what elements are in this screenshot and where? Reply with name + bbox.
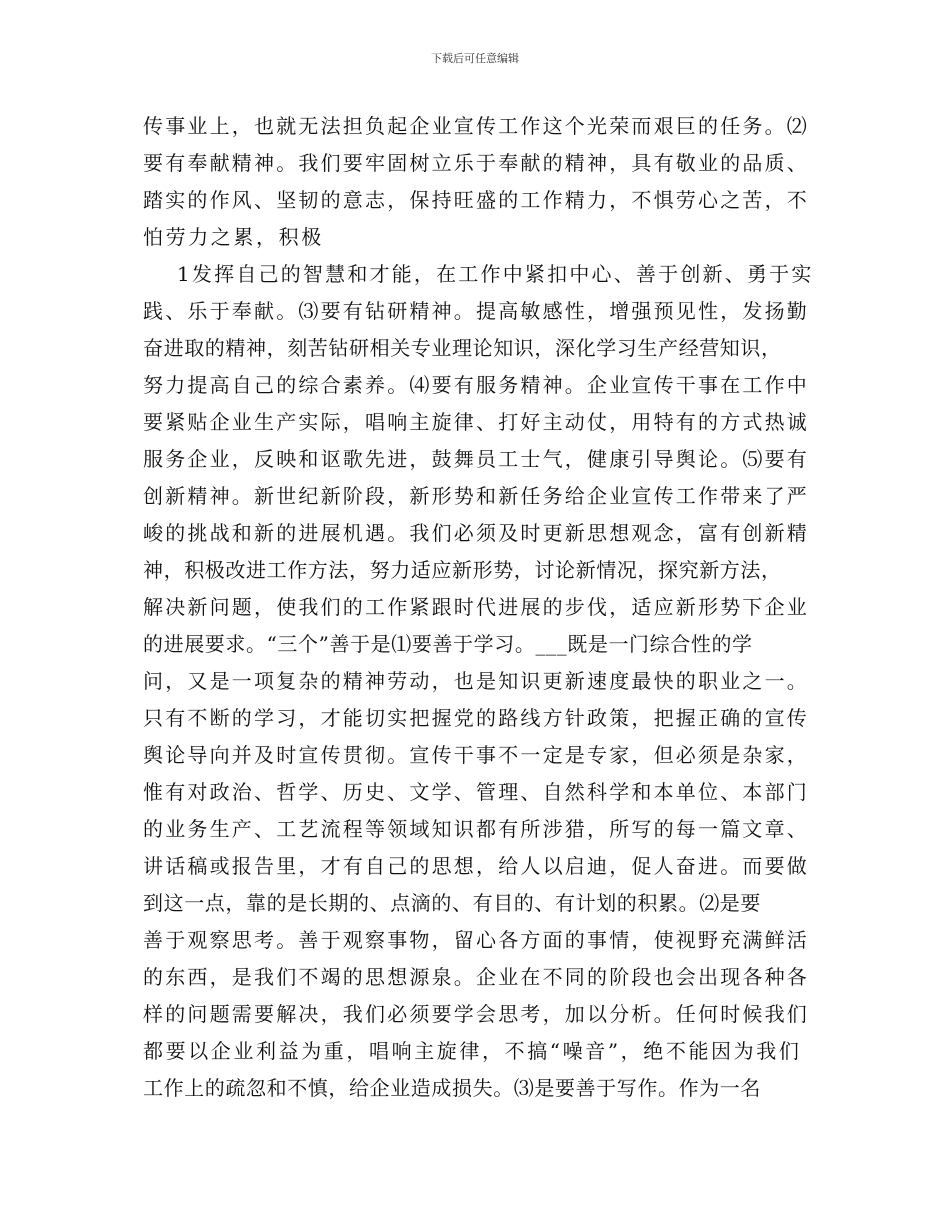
paragraph-2 bbox=[143, 256, 813, 1107]
text-line: 神，积极改进工作方法，努力适应新形势，讨论新情况，探究新方法， bbox=[143, 558, 782, 582]
text-line: 传事业上，也就无法担负起企业宣传工作这个光荣而艰巨的任务。⑵ bbox=[143, 114, 809, 138]
text-line: 到这一点，靠的是长期的、点滴的、有目的、有计划的积累。⑵是要 bbox=[143, 891, 761, 915]
text-line: 踏实的作风、坚韧的意志，保持旺盛的工作精力，不惧劳心之苦，不 bbox=[143, 188, 809, 212]
text-line: 要有奉献精神。我们要牢固树立乐于奉献的精神，具有敬业的品质、 bbox=[143, 151, 809, 175]
text-line: 解决新问题，使我们的工作紧跟时代进展的步伐，适应新形势下企业 bbox=[143, 595, 809, 619]
text-line: 工作上的疏忽和不慎，给企业造成损失。⑶是要善于写作。作为一名 bbox=[143, 1076, 761, 1100]
text-line: 都要以企业利益为重，唱响主旋律，不搞“噪音”，绝不能因为我们 bbox=[143, 1039, 802, 1063]
text-line: 怕劳力之累，积极 bbox=[143, 225, 324, 249]
text-line: 峻的挑战和新的进展机遇。我们必须及时更新思想观念，富有创新精 bbox=[143, 521, 809, 545]
text-line: 服务企业，反映和讴歌先进，鼓舞员工士气，健康引导舆论。⑸要有 bbox=[143, 447, 809, 471]
text-line: 讲话稿或报告里，才有自己的思想，给人以启迪，促人奋进。而要做 bbox=[143, 854, 809, 878]
document-body bbox=[143, 108, 813, 1107]
text-line: 舆论导向并及时宣传贯彻。宣传干事不一定是专家，但必须是杂家， bbox=[143, 743, 809, 767]
text-line: 善于观察思考。善于观察事物，留心各方面的事情，使视野充满鲜活 bbox=[143, 928, 809, 952]
text-line: 的东西，是我们不竭的思想源泉。企业在不同的阶段也会出现各种各 bbox=[143, 965, 809, 989]
page-header: 下载后可任意编辑 bbox=[431, 52, 519, 65]
text-line: 只有不断的学习，才能切实把握党的路线方针政策，把握正确的宣传 bbox=[143, 706, 809, 730]
text-line: 创新精神。新世纪新阶段，新形势和新任务给企业宣传工作带来了严 bbox=[143, 484, 809, 508]
text-line: 践、乐于奉献。⑶要有钻研精神。提高敏感性，增强预见性，发扬勤 bbox=[143, 299, 809, 323]
text-line: 惟有对政治、哲学、历史、文学、管理、自然科学和本单位、本部门 bbox=[143, 780, 809, 804]
text-line: 要紧贴企业生产实际，唱响主旋律、打好主动仗，用特有的方式热诚 bbox=[143, 410, 809, 434]
text-line: 1发挥自己的智慧和才能，在工作中紧扣中心、善于创新、勇于实 bbox=[177, 262, 814, 286]
text-line: 奋进取的精神，刻苦钻研相关专业理论知识，深化学习生产经营知识， bbox=[143, 336, 782, 360]
text-line: 的业务生产、工艺流程等领域知识都有所涉猎，所写的每一篇文章、 bbox=[143, 817, 809, 841]
text-line: 的进展要求。“三个”善于是⑴要善于学习。___既是一门综合性的学 bbox=[143, 632, 753, 656]
paragraph-1 bbox=[143, 108, 813, 256]
text-line: 样的问题需要解决，我们必须要学会思考，加以分析。任何时候我们 bbox=[143, 1002, 809, 1026]
text-line: 努力提高自己的综合素养。⑷要有服务精神。企业宣传干事在工作中 bbox=[143, 373, 809, 397]
text-line: 问，又是一项复杂的精神劳动，也是知识更新速度最快的职业之一。 bbox=[143, 669, 809, 693]
